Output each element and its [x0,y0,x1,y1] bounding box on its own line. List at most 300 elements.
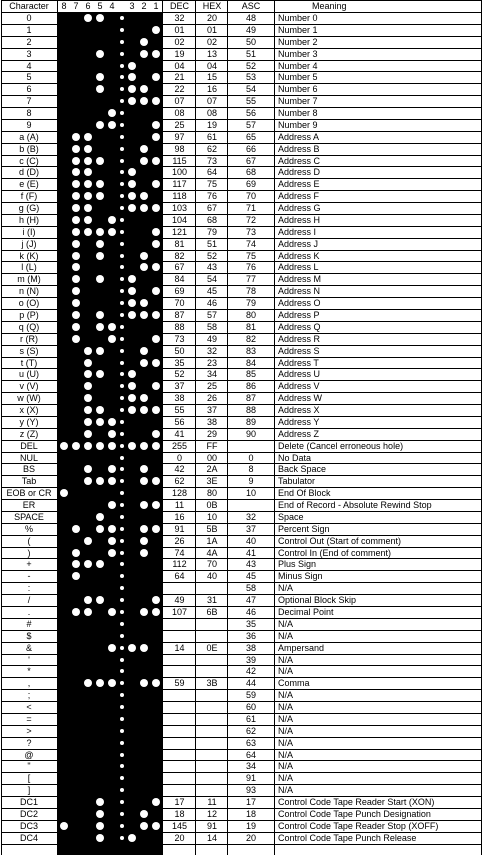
table-row [1,452,482,464]
hex-cell: 75 [206,179,217,190]
punched-hole [72,192,80,200]
dec-cell [163,689,196,701]
table-row [1,321,482,333]
punched-hole [152,263,160,271]
table-row [1,665,482,677]
dec-cell [163,737,196,749]
table-row [1,570,482,582]
meaning-cell: Address M [278,274,322,285]
punched-hole [72,335,80,343]
meaning-cell: Control Code Tape Reader Start (XON) [278,797,435,808]
sprocket-hole [120,467,124,471]
meaning-cell: Address C [278,155,321,166]
hex-cell [196,772,228,784]
punched-hole [108,501,116,509]
meaning-cell: Decimal Point [278,607,334,617]
sprocket-hole [120,218,124,222]
punched-hole [128,204,136,212]
punched-hole [60,489,68,497]
punched-hole [152,382,160,390]
punched-hole [140,252,148,260]
hex-cell: 46 [206,298,217,309]
punched-hole [128,834,136,842]
row-divider [1,107,482,108]
meaning-cell: Address V [278,381,320,392]
sprocket-hole [120,159,124,163]
meaning-cell: Number 8 [278,108,318,119]
punched-hole [72,311,80,319]
punched-hole [128,275,136,283]
dec-cell [163,654,196,666]
table-row [1,820,482,832]
row-divider [1,665,482,666]
table-row [1,71,482,83]
dec-cell: 01 [174,24,185,35]
meaning-cell: Address F [278,191,320,202]
hex-cell [196,654,228,666]
asc-cell: 81 [245,321,256,332]
header-track: 1 [153,1,159,11]
character-cell: v (V) [19,381,39,392]
character-cell: q (Q) [18,321,40,332]
asc-cell: 70 [245,191,256,202]
punched-hole [96,513,104,521]
meaning-cell: No Data [278,452,312,463]
punched-hole [72,252,80,260]
punched-hole [96,121,104,129]
character-cell: 7 [26,96,32,107]
character-cell: j (J) [21,238,37,249]
punched-hole [140,477,148,485]
row-divider [1,844,482,845]
asc-cell: 56 [245,108,256,119]
row-divider [1,83,482,84]
asc-cell: 40 [245,535,256,546]
punched-hole [128,192,136,200]
character-cell: 1 [26,24,32,35]
hex-cell: 25 [206,381,217,392]
dec-cell: 42 [174,464,185,475]
punched-hole [96,679,104,687]
meaning-cell: Address O [278,298,321,309]
punched-hole [84,560,92,568]
row-divider [1,618,482,619]
table-row [1,796,482,808]
asc-cell: 72 [245,214,256,225]
asc-cell: 53 [245,72,256,83]
asc-cell: 19 [245,820,256,831]
sprocket-hole [120,384,124,388]
row-divider [1,226,482,227]
punched-hole [96,85,104,93]
dec-cell: 64 [174,571,185,582]
sprocket-hole [120,598,124,602]
meaning-cell: N/A [278,666,294,677]
table-row [1,523,482,535]
hex-cell: 08 [206,108,217,119]
hex-cell: 13 [206,48,217,59]
punched-hole [140,192,148,200]
sprocket-hole [120,658,124,662]
sprocket-hole [120,230,124,234]
sprocket-hole [120,646,124,650]
asc-cell: 49 [245,24,256,35]
row-divider [1,392,482,393]
asc-cell: 91 [245,773,256,784]
sprocket-hole [120,75,124,79]
punched-hole [140,537,148,545]
table-row [1,392,482,404]
punched-hole [72,263,80,271]
table-row [1,582,482,594]
punched-hole [96,240,104,248]
meaning-cell: Address T [278,357,319,368]
asc-cell: 39 [245,654,256,665]
character-cell: NUL [19,452,38,463]
punched-hole [96,370,104,378]
punched-hole [84,228,92,236]
row-divider [1,416,482,417]
punched-hole [84,596,92,604]
sprocket-hole [120,824,124,828]
row-divider [1,630,482,631]
character-cell: DC3 [19,820,38,831]
row-divider [1,273,482,274]
meaning-cell: Address K [278,250,320,261]
dec-cell: 17 [174,797,185,808]
meaning-cell: Address Z [278,428,320,439]
table-row [1,701,482,713]
punched-hole [72,133,80,141]
asc-cell: 38 [245,642,256,653]
sprocket-hole [120,788,124,792]
character-cell: BS [22,464,35,475]
asc-cell: 54 [245,84,256,95]
punched-hole [96,180,104,188]
hex-cell: FF [206,440,218,451]
hex-cell [196,725,228,737]
character-cell: m (M) [17,274,41,285]
asc-cell: 63 [245,737,256,748]
row-divider [1,808,482,809]
table-row [1,677,482,689]
asc-cell: 74 [245,238,256,249]
table-row [1,737,482,749]
asc-cell: 36 [245,630,256,641]
dec-cell [163,749,196,761]
character-cell: DC1 [19,797,38,808]
hex-cell: 20 [206,13,217,23]
punched-hole [140,442,148,450]
punched-hole [96,418,104,426]
meaning-cell: Number 2 [278,36,318,47]
row-divider [1,166,482,167]
hex-cell: 76 [206,191,217,202]
row-divider [1,832,482,833]
hex-cell: 73 [206,155,217,166]
asc-cell: 0 [248,452,254,463]
sprocket-hole [120,515,124,519]
dec-cell [163,701,196,713]
meaning-cell: Address X [278,405,320,416]
dec-cell: 56 [174,416,185,427]
punched-hole [96,228,104,236]
punched-hole [72,180,80,188]
punched-hole [96,14,104,22]
character-cell: z (Z) [19,428,39,439]
punched-hole [96,73,104,81]
sprocket-hole [120,729,124,733]
meaning-cell: Number 7 [278,96,318,107]
hex-cell: 45 [206,286,217,297]
hex-cell [196,689,228,701]
asc-cell: 34 [245,761,256,772]
meaning-cell: N/A [278,737,294,748]
character-cell: < [26,702,32,713]
sprocket-hole [120,396,124,400]
header-track: 5 [97,1,103,11]
meaning-cell: Address S [278,345,320,356]
dec-cell: 62 [174,476,185,487]
dec-cell: 88 [174,321,185,332]
hex-cell: 04 [206,60,217,71]
character-cell: ER [22,500,36,511]
character-cell: g (G) [18,203,40,214]
row-divider [1,214,482,215]
hex-cell: 00 [206,452,217,463]
dec-cell: 26 [174,535,185,546]
character-cell: 3 [26,48,32,59]
hex-cell: 16 [206,84,217,95]
asc-cell: 60 [245,702,256,713]
sprocket-hole [120,669,124,673]
meaning-cell: Address N [278,286,321,297]
dec-cell: 128 [171,488,188,499]
row-divider [1,285,482,286]
punched-hole [108,465,116,473]
sprocket-hole [120,28,124,32]
header-asc: ASC [241,1,261,11]
table-row [1,547,482,559]
punched-hole [152,442,160,450]
dec-cell: 81 [174,238,185,249]
punched-hole [140,204,148,212]
row-divider [1,772,482,773]
hex-cell: 11 [207,797,217,808]
character-cell: - [27,571,31,582]
punched-hole [108,442,116,450]
table-row [1,119,482,131]
meaning-cell: Minus Sign [278,571,323,582]
dec-cell: 20 [174,832,185,843]
row-divider [1,12,482,13]
punched-hole [152,406,160,414]
sprocket-hole [120,408,124,412]
table-row [1,214,482,226]
punched-hole [96,275,104,283]
hex-cell [196,737,228,749]
punched-hole [140,85,148,93]
dec-cell: 22 [174,84,185,95]
meaning-cell: Control Code Tape Reader Stop (XOFF) [278,820,439,831]
table-row [1,83,482,95]
asc-cell: 51 [245,48,256,59]
punched-hole [96,477,104,485]
sprocket-hole [120,242,124,246]
sprocket-hole [120,194,124,198]
meaning-cell: End of Record - Absolute Rewind Stop [278,500,432,511]
asc-cell: 89 [245,416,256,427]
hex-cell: 26 [206,393,217,404]
punched-hole [96,442,104,450]
asc-cell: 9 [248,476,254,487]
punched-hole [140,501,148,509]
punched-hole [72,525,80,533]
character-cell: ? [26,737,32,748]
meaning-cell: Address L [278,262,319,273]
asc-cell: 66 [245,143,256,154]
dec-cell [163,630,196,642]
sprocket-hole [120,147,124,151]
row-divider [1,36,482,37]
hex-cell: 54 [206,274,217,285]
sprocket-hole [120,64,124,68]
character-cell: u (U) [19,369,39,380]
asc-cell: 65 [245,131,256,142]
sprocket-hole [120,170,124,174]
sprocket-hole [120,87,124,91]
punched-hole [152,50,160,58]
meaning-cell: N/A [278,654,294,665]
punched-hole [152,26,160,34]
punched-hole [60,442,68,450]
punched-hole [108,608,116,616]
punched-hole [108,549,116,557]
hex-cell: 37 [206,405,217,416]
hex-cell [196,618,228,630]
meaning-cell: Address B [278,143,320,154]
row-divider [1,0,482,1]
row-divider [1,60,482,61]
sprocket-hole [120,16,124,20]
punched-hole [128,382,136,390]
punched-hole [108,430,116,438]
punched-hole [152,335,160,343]
punched-hole [140,157,148,165]
table-row [1,654,482,666]
row-divider [1,689,482,690]
punched-hole [72,157,80,165]
punched-hole [108,335,116,343]
table-row [1,48,482,60]
punched-hole [72,442,80,450]
punched-hole [72,572,80,580]
character-cell: * [27,666,31,677]
sprocket-hole [120,491,124,495]
row-divider [1,250,482,251]
meaning-cell: Address E [278,179,320,190]
hex-cell [196,630,228,642]
punched-hole [96,560,104,568]
character-cell: a (A) [19,131,39,142]
meaning-cell: Number 0 [278,13,318,23]
dec-cell: 100 [171,167,188,178]
sprocket-hole [120,111,124,115]
character-cell: + [26,559,32,570]
dec-cell: 107 [171,607,188,617]
row-divider [1,713,482,714]
asc-cell: 80 [245,310,256,320]
punched-hole [96,406,104,414]
asc-cell: 20 [245,832,256,843]
character-cell: & [25,642,32,653]
meaning-cell: Address U [278,369,321,380]
row-divider [1,760,482,761]
hex-cell [196,701,228,713]
punched-hole [72,560,80,568]
meaning-cell: Number 9 [278,119,318,130]
asc-cell: 48 [245,13,256,23]
asc-cell: 42 [245,666,256,677]
hex-cell: 5B [206,523,218,534]
hex-cell: 68 [206,214,217,225]
row-divider [1,440,482,441]
punched-hole [128,168,136,176]
asc-cell: 79 [245,298,256,309]
hex-cell [196,749,228,761]
table-row [1,404,482,416]
character-cell: s (S) [19,345,39,356]
table-row [1,60,482,72]
meaning-cell: N/A [278,583,294,594]
punched-hole [108,216,116,224]
meaning-cell: Address H [278,214,321,225]
row-divider [1,297,482,298]
punched-hole [140,347,148,355]
meaning-cell: Address W [278,393,323,404]
asc-cell: 71 [245,203,256,214]
punched-hole [96,311,104,319]
character-cell: $ [26,630,32,641]
sprocket-hole [120,812,124,816]
meaning-cell: Delete (Cancel erroneous hole) [278,440,404,451]
meaning-cell: Address G [278,203,321,214]
punched-hole [96,252,104,260]
dec-cell: 112 [172,559,187,570]
punched-hole [84,430,92,438]
dec-cell: 82 [174,250,185,261]
sprocket-hole [120,717,124,721]
meaning-cell: Address I [278,226,317,237]
punched-hole [152,311,160,319]
character-cell: ' [28,654,30,665]
punched-hole [72,299,80,307]
dec-cell: 41 [174,428,185,439]
row-divider [1,202,482,203]
sprocket-hole [120,349,124,353]
row-divider [1,475,482,476]
punched-hole [152,608,160,616]
dec-cell: 74 [174,547,185,558]
hex-cell: 3B [206,678,218,689]
row-divider [1,570,482,571]
dec-cell: 118 [172,191,187,202]
sprocket-hole [120,527,124,531]
hex-cell: 2A [206,464,218,475]
dec-cell: 87 [174,310,185,320]
hex-cell: 64 [206,167,217,178]
character-cell: 2 [26,36,32,47]
